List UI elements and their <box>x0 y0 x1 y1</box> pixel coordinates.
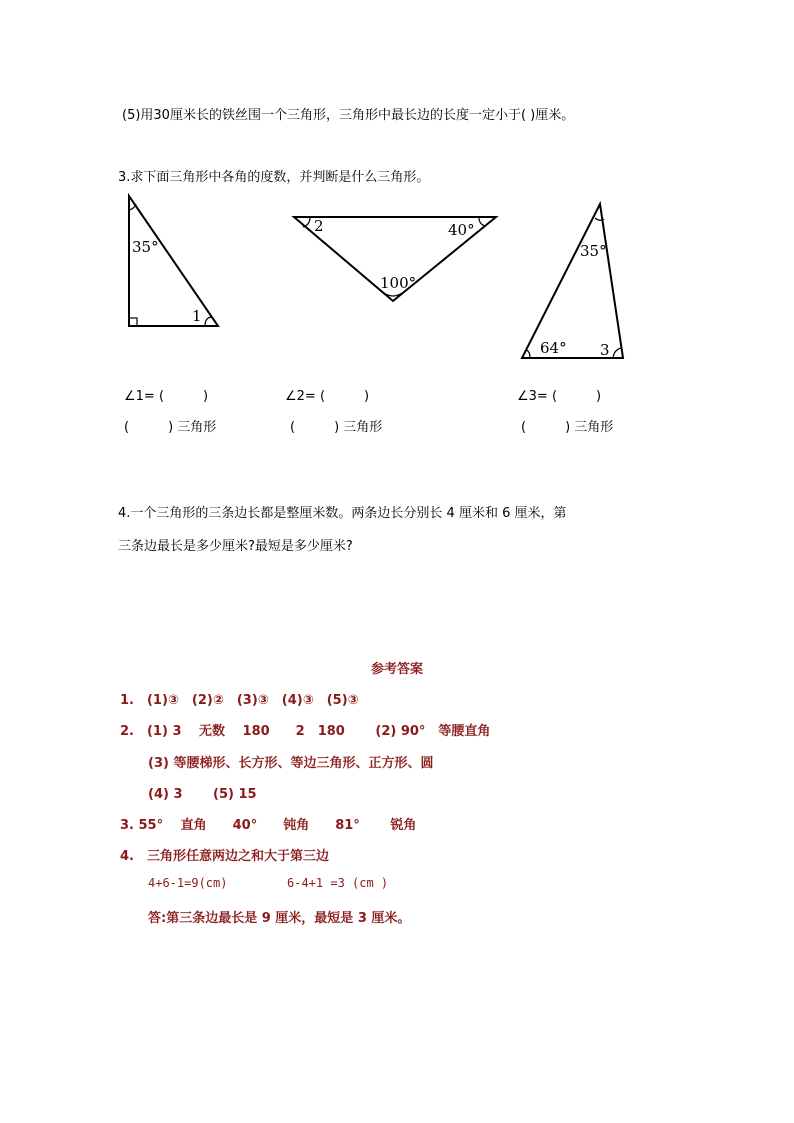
question-3-title: 3.求下面三角形中各角的度数，并判断是什么三角形。 <box>118 170 430 185</box>
answer-3: 3. 55° 直角 40° 钝角 81° 锐角 <box>120 818 417 833</box>
fig3-angle-label-35: 35° <box>580 242 607 260</box>
fig2-angle-label-2: 2 <box>314 217 324 235</box>
answer-4-calc-2: 6-4+1 =3 (cm ) <box>287 876 389 890</box>
fig2-angle-label-40: 40° <box>448 221 475 239</box>
answer-2-4: (4) 3 (5) 15 <box>148 787 257 802</box>
fig2-angle-label-100: 100° <box>380 274 417 292</box>
blank-type-2: ( ) 三角形 <box>290 420 383 435</box>
triangle-figure-2 <box>288 205 503 310</box>
answer-2-1: 2. (1) 3 无数 180 2 180 (2) 90° 等腰直角 <box>120 724 491 739</box>
triangle-figure-1 <box>118 190 228 335</box>
answer-2-3: (3) 等腰梯形、长方形、等边三角形、正方形、圆 <box>148 756 434 771</box>
blank-type-3: ( ) 三角形 <box>521 420 614 435</box>
answer-4-calc-1: 4+6-1=9(cm) <box>148 876 228 890</box>
fig3-angle-label-64: 64° <box>540 339 567 357</box>
fig3-angle-label-3: 3 <box>600 341 610 359</box>
answers-title: 参考答案 <box>371 662 424 677</box>
answer-1: 1. (1)③ (2)② (3)③ (4)③ (5)③ <box>120 693 359 708</box>
question-4-line2: 三条边最长是多少厘米?最短是多少厘米? <box>118 539 353 554</box>
triangle-figure-3 <box>516 198 631 366</box>
question-4-line1: 4.一个三角形的三条边长都是整厘米数。两条边长分别长 4 厘米和 6 厘米，第 <box>118 506 567 521</box>
blank-type-1: ( ) 三角形 <box>124 420 217 435</box>
fig1-angle-label-35: 35° <box>132 238 159 256</box>
question-2-5: (5)用30厘米长的铁丝围一个三角形，三角形中最长边的长度一定小于( )厘米。 <box>122 108 575 123</box>
blank-angle-3: ∠3= ( ) <box>517 389 602 404</box>
answer-4: 4. 三角形任意两边之和大于第三边 <box>120 849 329 864</box>
fig1-angle-label-1: 1 <box>192 307 202 325</box>
blank-angle-2: ∠2= ( ) <box>285 389 370 404</box>
blank-angle-1: ∠1= ( ) <box>124 389 209 404</box>
answer-4-final: 答:第三条边最长是 9 厘米，最短是 3 厘米。 <box>148 911 411 926</box>
